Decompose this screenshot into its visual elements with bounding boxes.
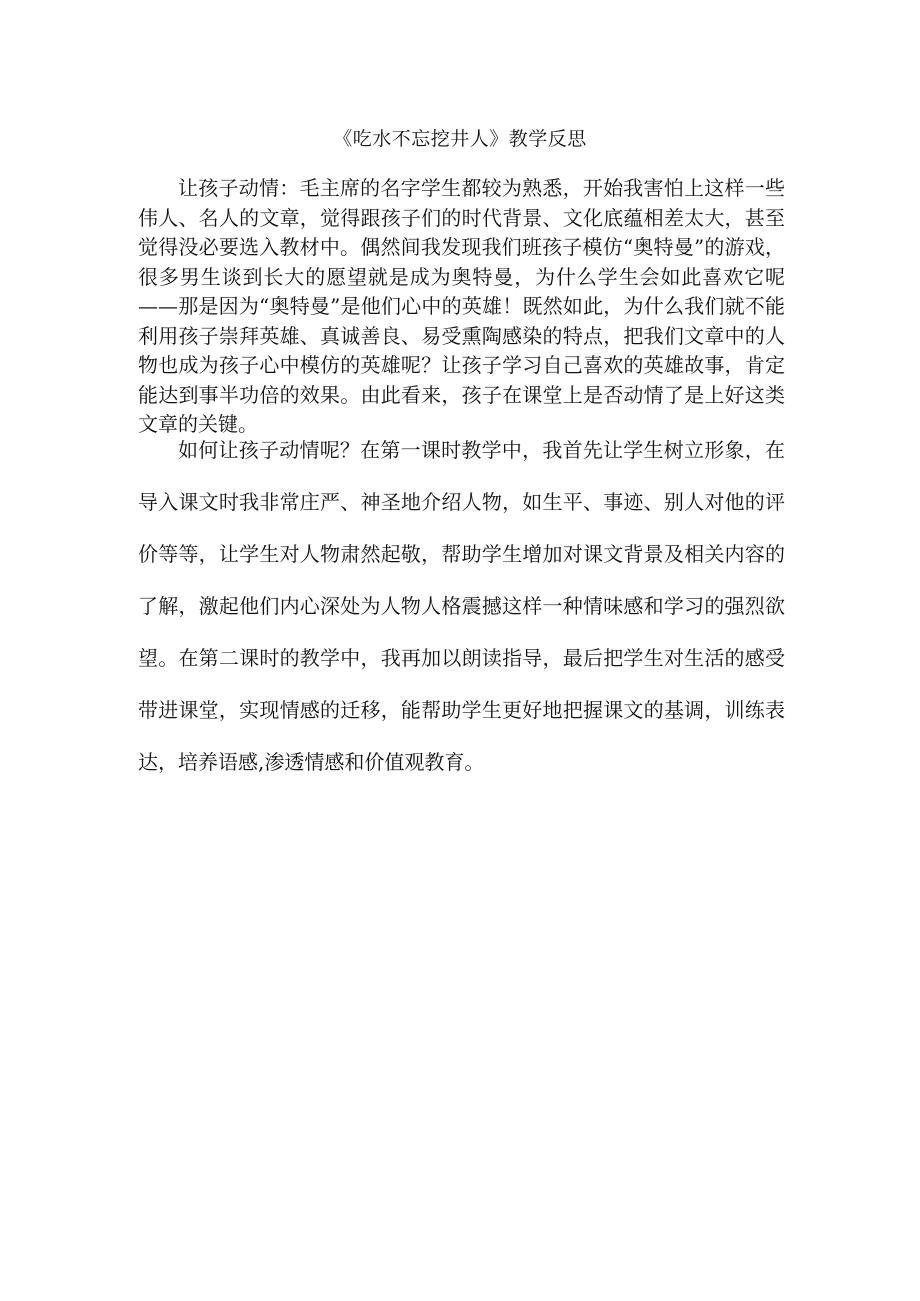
paragraph-2: 如何让孩子动情呢？在第一课时教学中，我首先让学生树立形象，在导入课文时我非常庄严、神圣地介绍人物，如生平、事迹、别人对他的评价等等，让学生对人物肃然起敬，帮助学生增加对课文背景及相关内容的了解，激起他们内心深处为人物人格震撼这样一种情味感和学习的强烈欲望。在第二课时的教学中，我再加以朗读指导，最后把学生对生活的感受带进课堂，实现情感的迁移，能帮助学生更好地把握课文的基调，训练表达，培养语感,渗透情感和价值观教育。 — [138, 438, 785, 774]
paragraph-1: 让孩子动情：毛主席的名字学生都较为熟悉，开始我害怕上这样一些伟人、名人的文章，觉得跟孩子们的时代背景、文化底蕴相差太大，甚至觉得没必要选入教材中。偶然间我发现我们班孩子模仿“奥特曼”的游戏，很多男生谈到长大的愿望就是成为奥特曼，为什么学生会如此喜欢它呢——那是因为“奥特曼”是他们心中的英雄！既然如此，为什么我们就不能利用孩子崇拜英雄、真诚善良、易受熏陶感染的特点，把我们文章中的人物也成为孩子心中模仿的英雄呢？让孩子学习自己喜欢的英雄故事，肯定能达到事半功倍的效果。由此看来，孩子在课堂上是否动情了是上好这类文章的关键。 — [138, 176, 785, 436]
document-title: 《吃水不忘挖井人》教学反思 — [333, 128, 587, 150]
